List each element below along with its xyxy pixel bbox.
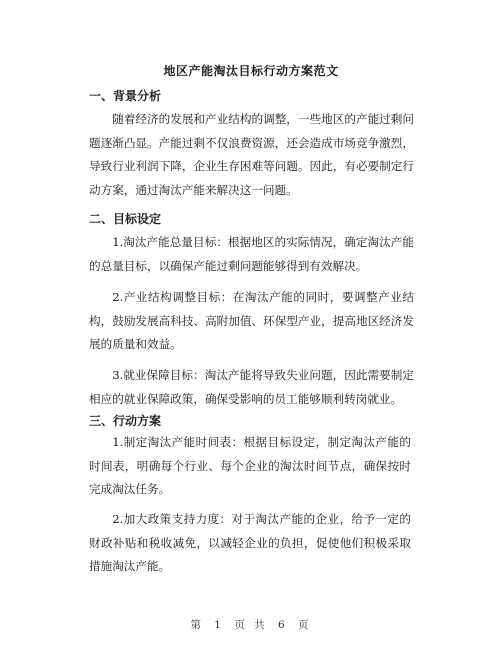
paragraph-action-1: 1.制定淘汰产能时间表：根据目标设定，制定淘汰产能的时间表，明确每个行业、每个企业的淘汰时间节点，确保按时完成淘汰任务。: [89, 435, 411, 496]
paragraph-goal-2: 2.产业结构调整目标：在淘汰产能的同时，要调整产业结构，鼓励发展高科技、高附加值、环保型产业，提高地区经济发展的质量和效益。: [89, 290, 414, 351]
paragraph-action-2: 2.加大政策支持力度：对于淘汰产能的企业，给予一定的财政补贴和税收减免，以减轻企业的负担，促使他们积极采取措施淘汰产能。: [89, 512, 411, 573]
footer-total-pages: 6: [278, 619, 288, 631]
paragraph-background: 随着经济的发展和产业结构的调整，一些地区的产能过剩问题逐渐凸显。产能过剩不仅浪费资源，还会造成市场竞争激烈，导致行业利润下降，企业生存困难等问题。因此，有必要制定行动方案，通过淘汰产能来解决这一问题。: [89, 112, 414, 197]
footer-prefix: 第: [190, 619, 204, 631]
footer-middle: 页 共: [234, 619, 268, 631]
section-heading-background: 一、背景分析: [89, 89, 162, 103]
section-heading-goals: 二、目标设定: [89, 212, 162, 226]
page-footer: [0, 617, 502, 632]
document-title: 地区产能淘汰目标行动方案范文: [163, 64, 339, 78]
section-heading-actions: 三、行动方案: [89, 414, 162, 428]
footer-suffix: 页: [298, 619, 312, 631]
paragraph-goal-1: 1.淘汰产能总量目标：根据地区的实际情况，确定淘汰产能的总量目标，以确保产能过剩问题能够得到有效解决。: [89, 235, 414, 273]
paragraph-goal-3: 3.就业保障目标：淘汰产能将导致失业问题，因此需要制定相应的就业保障政策，确保受影响的员工能够顺利转岗就业。: [89, 368, 414, 406]
footer-page-number: 1: [214, 619, 224, 631]
